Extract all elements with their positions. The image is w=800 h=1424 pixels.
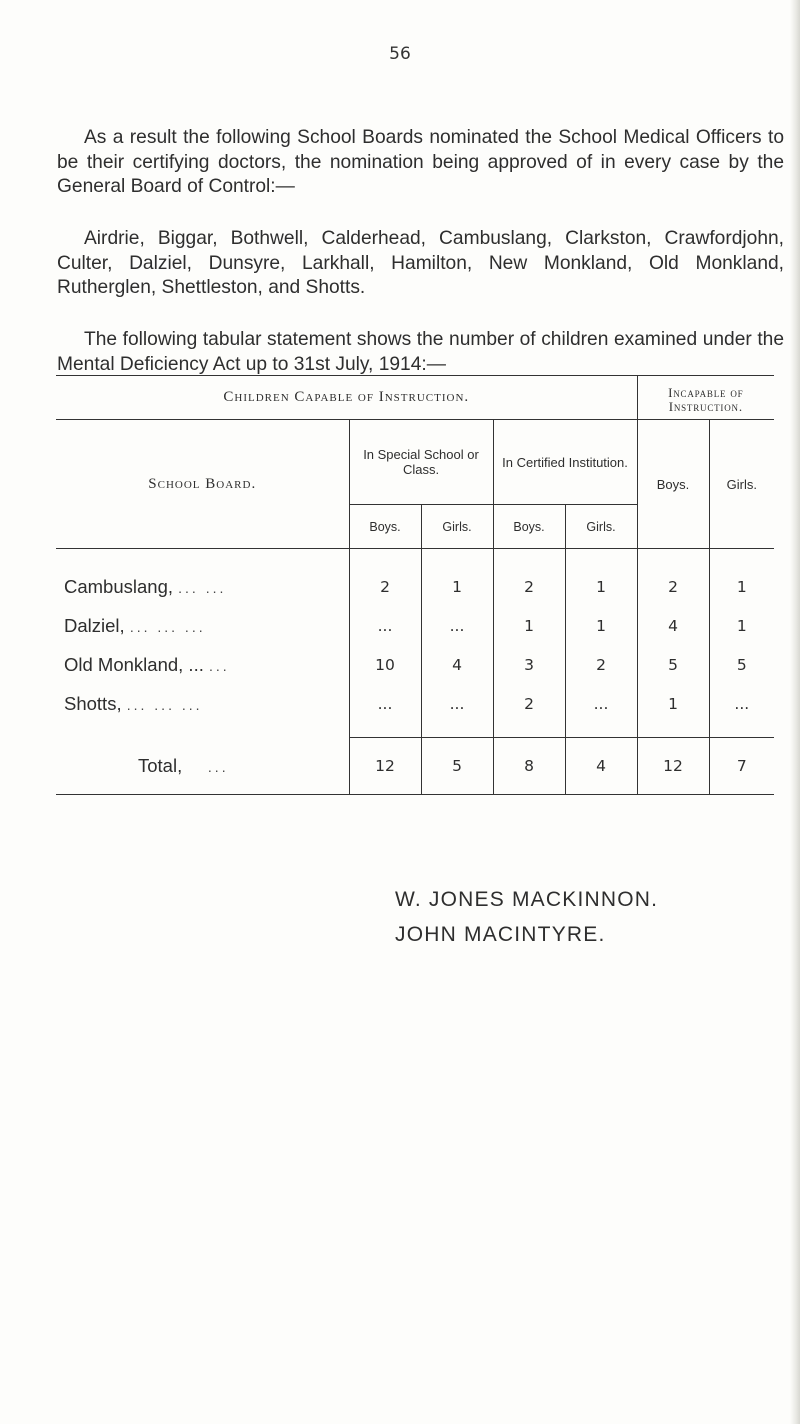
cell: 5 (637, 645, 709, 684)
header-capable: Children Capable of Instruction. (56, 376, 637, 420)
row-name: Cambuslang, (64, 575, 174, 597)
header-certified-girls: Girls. (565, 505, 637, 549)
leader-dots: ... ... ... (126, 696, 203, 713)
cell: ... (421, 606, 493, 645)
page-edge (790, 0, 800, 1424)
row-name: Dalziel, (64, 614, 125, 636)
total-cell: 12 (637, 738, 709, 795)
cell: 4 (637, 606, 709, 645)
header-incapable-girls: Girls. (709, 420, 774, 549)
row-name: Old Monkland, ... (64, 653, 204, 675)
cell: 1 (493, 606, 565, 645)
cell: 4 (421, 645, 493, 684)
cell: 2 (565, 645, 637, 684)
header-certified-institution: In Certified Institution. (493, 420, 637, 505)
table-row (56, 684, 774, 723)
signature-mackinnon: W. JONES MACKINNON. (395, 888, 659, 911)
leader-dots: ... (207, 758, 229, 775)
cell: ... (421, 684, 493, 723)
page-number: 56 (389, 44, 411, 64)
table-row (56, 567, 774, 606)
leader-dots: ... ... ... (129, 618, 206, 635)
signature-macintyre: JOHN MACINTYRE. (395, 923, 606, 946)
cell: 2 (349, 567, 421, 606)
total-cell: 5 (421, 738, 493, 795)
header-special-girls: Girls. (421, 505, 493, 549)
cell: ... (349, 606, 421, 645)
cell: 3 (493, 645, 565, 684)
header-special-school: In Special School or Class. (349, 420, 493, 505)
cell: 2 (493, 684, 565, 723)
cell: 1 (709, 606, 774, 645)
total-cell: 4 (565, 738, 637, 795)
cell: ... (349, 684, 421, 723)
total-row (56, 738, 774, 795)
header-certified-boys: Boys. (493, 505, 565, 549)
paragraph-nominations: As a result the following School Boards nominated the School Medical Officers to be their certifying doctors, the nomination being approved of in every case by the General Board of Control:— (57, 127, 784, 197)
table-row (56, 606, 774, 645)
statistics-table (56, 375, 774, 795)
cell: 2 (493, 567, 565, 606)
header-special-boys: Boys. (349, 505, 421, 549)
header-school-board: School Board. (56, 420, 349, 549)
leader-dots: ... ... (178, 579, 227, 596)
paragraph-school-boards: Airdrie, Biggar, Bothwell, Calderhead, Cambuslang, Clarkston, Crawfordjohn, Culter, Dalziel, Dunsyre, Larkhall, Hamilton, New Monkland, Old Monkland, Rutherglen, Shettleston, and Shotts. (57, 228, 784, 298)
cell: 1 (565, 606, 637, 645)
cell: 1 (709, 567, 774, 606)
cell: ... (565, 684, 637, 723)
cell: ... (709, 684, 774, 723)
total-cell: 8 (493, 738, 565, 795)
cell: 1 (565, 567, 637, 606)
cell: 10 (349, 645, 421, 684)
row-name: Shotts, (64, 692, 122, 714)
cell: 1 (637, 684, 709, 723)
table-row (56, 645, 774, 684)
cell: 2 (637, 567, 709, 606)
total-cell: 12 (349, 738, 421, 795)
header-incapable: Incapable of Instruction. (637, 376, 774, 420)
header-incapable-boys: Boys. (637, 420, 709, 549)
total-cell: 7 (709, 738, 774, 795)
cell: 5 (709, 645, 774, 684)
leader-dots: ... (208, 657, 230, 674)
cell: 1 (421, 567, 493, 606)
total-label: Total, (138, 754, 183, 776)
paragraph-tabular-intro: The following tabular statement shows the number of children examined under the Mental Deficiency Act up to 31st July, 1914:— (57, 329, 784, 375)
